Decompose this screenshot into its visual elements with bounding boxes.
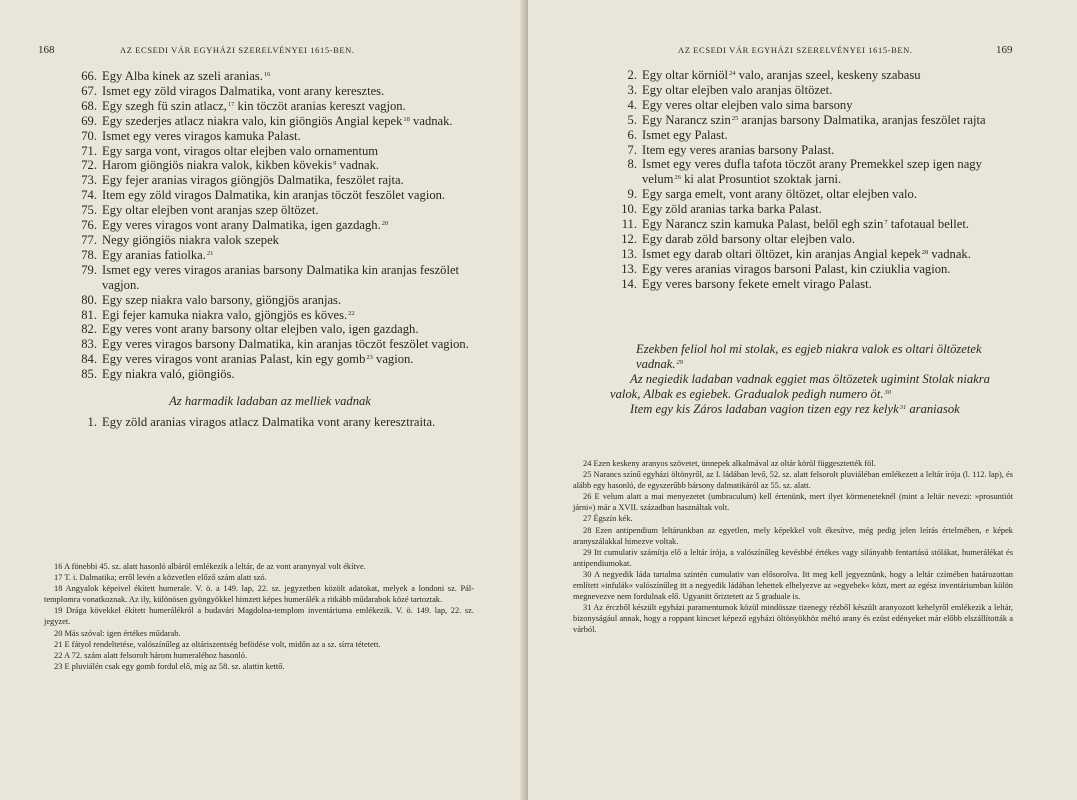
item-number: 72. <box>81 158 97 173</box>
note-30: Az negiedik ladaban vadnak eggiet mas öltözetek ugimint Stolak niakra valok, Albak es egiebek. Gradualok pedigh numero öt.$^{30}$ <box>610 371 990 401</box>
item-number: 2. <box>627 68 637 82</box>
list-item <box>70 69 470 84</box>
list-item <box>70 322 470 337</box>
item-text: Egy zöld aranias tarka barka Palast. <box>642 202 822 217</box>
page-number-right: 169 <box>996 44 1013 56</box>
list-item <box>610 68 1014 83</box>
footnote: 19 Drága kövekkel ékített humerálékról a budavári Magdolna-templom inventáriuma emlékezik. V. ö. 149. lap, 22. sz. jegyzet. <box>44 606 474 627</box>
item-text: Egy darab zöld barsony oltar elejben valo. <box>642 231 855 246</box>
item-number: 78. <box>81 247 97 262</box>
list-item <box>610 202 1014 217</box>
item-text: Item egy zöld viragos Dalmatika, kin aranjas töczöt feszölet vagion. <box>102 188 446 203</box>
footnote: 16 A fönebbi 45. sz. alatt hasonló albáról emlékezik a leltár, de az vont aranynyal volt ékítve. <box>54 562 366 571</box>
footnote: 30 A negyedik láda tartalma szintén cumulativ van elősorolva. Itt meg kell jegyeznünk, hogy a leltár czímében határozottan említett »infulák« valószínűleg itt a negyedik ládában lehettek elhelyezve az »egyebek« közt, mert az egész inventáriumban külön megnevezve nem fordulnak elő. Ugyanitt őriztetett az 5 graduale is. <box>573 569 1013 602</box>
item-text: Egy veres viragos barsony Dalmatika, kin aranjas töczöt feszölet vagion. <box>102 337 469 352</box>
item-number: 81. <box>81 307 97 322</box>
section-heading: Az harmadik ladaban az melliek vadnak <box>169 394 371 409</box>
item-number: 8. <box>627 157 637 172</box>
list-item <box>610 217 1014 232</box>
list-item <box>70 158 470 173</box>
item-number: 84. <box>81 352 97 367</box>
footnote: 18 Angyalok képeivel ékített humerale. V. ö. a 149. lap, 22. sz. jegyzetben közölt adatokat, melyek a londoni sz. Pál-templomra vonatkoznak. Az ily, különösen gyöngyökkel himzett képes humerálék a ritkább műdarabok közé tartoztak. <box>44 584 474 605</box>
item-text: Ismet egy zöld viragos Dalmatika, vont arany keresztes. <box>102 83 385 98</box>
item-text: Harom giöngiös niakra valok, kikben kövekis <box>102 158 333 173</box>
left-page <box>0 0 528 800</box>
footnote-ref: 23 <box>366 354 373 362</box>
item-number: 66. <box>81 69 97 83</box>
item-number: 75. <box>81 203 97 218</box>
footnote-ref: 20 <box>381 220 389 228</box>
item-text: Egy oltar körniöl <box>642 68 729 82</box>
item-text-tail: vadnak. <box>336 158 380 173</box>
item-number: 80. <box>81 292 97 307</box>
running-header-left: AZ ECSEDI VÁR EGYHÁZI SZERELVÉNYEI 1615-BEN. <box>120 45 355 55</box>
item-number: 69. <box>81 113 97 128</box>
list-item <box>70 248 470 263</box>
footnote: 29 Itt cumulativ számítja elő a leltár írója, a valószínűleg kevésbbé értékes vagy silányabb fentartású stólákat, humerálékat és antipendiumokat. <box>573 547 1013 568</box>
item-number: 12. <box>621 231 637 246</box>
footnote: 17 T. i. Dalmatika; erről levén a közvetlen előző szám alatt szó. <box>54 573 267 583</box>
footnote-ref: 9 <box>333 160 337 168</box>
item-number: 83. <box>81 337 97 352</box>
item-text: Egy szegh fü szin atlacz, <box>102 98 227 113</box>
list-item <box>70 367 470 382</box>
footnote: 25 Narancs színű egyházi öltönyről, az I. ládában levő, 52. sz. alatt felsorolt pluviáléban emlékezett a leltár írója (l. 112. lap), és alább egy hasonló, de egyszerűbb bársony dalmatikáról az 55. sz. alatt. <box>573 470 1013 491</box>
item-text: Egy Alba kinek az szeli aranias. <box>102 69 263 83</box>
item-text: Egy veres viragos vont aranias Palast, kin egy gomb <box>102 352 366 367</box>
item-text: Egy oltar elejben vont aranjas szep öltözet. <box>102 203 319 218</box>
footnote: 21 E fátyol rendeltetése, valószínűleg az oltáriszentség befödése volt, midőn az a sz. sírra tétetett. <box>54 639 381 649</box>
item-text: Egy Narancz szin kamuka Palast, belől egh szin <box>642 217 884 232</box>
item-number: 11. <box>621 217 637 232</box>
item-text: Ismet egy Palast. <box>642 127 728 142</box>
item-text: Item egy veres aranias barsony Palast. <box>642 142 835 157</box>
item-number: 71. <box>81 143 97 158</box>
item-text-tail: valo, aranjas szeel, keskeny szabasu <box>735 68 921 82</box>
item-text: Egy veres viragos vont arany Dalmatika, igen gazdagh. <box>102 218 381 233</box>
item-number: 4. <box>627 97 637 112</box>
footnote-ref: 17 <box>227 100 235 108</box>
note-31: Item egy kis Záros ladaban vagion tizen egy rez kelyk$^{31}$ araniasok <box>630 401 960 416</box>
footnote: 22 A 72. szám alatt felsorolt három humeraléhoz hasonló. <box>54 650 248 660</box>
list-item <box>70 233 470 248</box>
list-item <box>70 218 470 233</box>
item-text: Egy zöld aranias viragos atlacz Dalmatika vont arany keresztraita. <box>102 414 436 429</box>
item-number: 13. <box>621 246 637 261</box>
left-item-list <box>70 69 470 430</box>
list-item <box>70 129 470 144</box>
right-notes <box>610 342 1014 417</box>
item-text: Ismet egy darab oltari öltözet, kin aranjas Angial kepek <box>642 246 921 261</box>
footnote-ref: 16 <box>263 71 271 78</box>
item-number: 13. <box>621 261 637 276</box>
list-item <box>70 337 470 352</box>
footnote-ref: 21 <box>206 249 214 257</box>
list-item <box>70 415 470 430</box>
footnote: 31 Az érczből készült egyházi paramentumok közül mindössze tizenegy rézből készült aranyozott kehelyről emlékezik a leltár, bizonyságául annak, hogy a roppant kincset képező egyházi öltönyökhöz méltó arany és ezüst edényeket már előbb elszállították a várból. <box>573 603 1013 635</box>
item-number: 74. <box>81 188 97 203</box>
item-number: 82. <box>81 322 97 337</box>
item-text-tail: vadnak. <box>928 246 971 261</box>
item-text-tail: vagion. <box>372 352 414 367</box>
item-text: Ismet egy veres viragos kamuka Palast. <box>102 128 301 143</box>
footnote: 20 Más szóval: igen értékes műdarab. <box>54 628 181 638</box>
right-footnotes <box>573 458 1013 636</box>
item-number: 3. <box>627 82 637 97</box>
item-text-tail: aranjas barsony Dalmatika, aranjas feszölet rajta <box>738 112 986 127</box>
item-text-tail: vadnak. <box>409 113 453 128</box>
footnote: 23 E pluviálén csak egy gomb fordul elő, míg az 58. sz. alattin kettő. <box>54 661 285 671</box>
list-item <box>70 293 470 308</box>
list-item <box>610 187 1014 202</box>
item-number: 10. <box>621 202 637 217</box>
item-text: Egy oltar elejben valo aranjas öltözet. <box>642 82 833 97</box>
footnote-ref: 26 <box>674 174 681 182</box>
item-text: Egy veres oltar elejben valo sima barsony <box>642 97 853 112</box>
item-number: 14. <box>621 276 637 291</box>
list-item <box>610 128 1014 143</box>
item-number: 68. <box>81 98 97 113</box>
item-text: Egy sarga emelt, vont arany öltözet, oltar elejben valo. <box>642 187 917 202</box>
page-number-left: 168 <box>38 44 55 56</box>
footnote-ref: 25 <box>731 114 739 122</box>
item-text: Egy veres aranias viragos barsoni Palast, kin cziuklia vagion. <box>642 261 951 276</box>
item-number: 67. <box>81 83 97 98</box>
list-item <box>70 173 470 188</box>
footnote: 28 Ezen antipendium leltárunkban az egyetlen, mely képekkel volt ékesítve, még pedig jelen leírás értelmében, e képek aranyszálakkal himezve voltak. <box>573 525 1013 546</box>
item-text: Egy aranias fatiolka. <box>102 247 206 262</box>
item-text-tail: kin töczöt aranias kereszt vagjon. <box>234 98 406 113</box>
item-number: 76. <box>81 218 97 233</box>
list-item <box>610 262 1014 277</box>
list-item <box>610 232 1014 247</box>
note-29: Ezekben feliol hol mi stolak, es egjeb niakra valok es oltari öltözetek vadnak.$^{29}$ <box>636 342 982 371</box>
item-text: Ismet egy veres viragos aranias barsony Dalmatika kin aranjas feszölet vagjon. <box>102 262 460 292</box>
right-page <box>528 0 1077 800</box>
list-item <box>610 247 1014 262</box>
list-item <box>70 144 470 159</box>
running-header-right: AZ ECSEDI VÁR EGYHÁZI SZERELVÉNYEI 1615-BEN. <box>678 45 913 55</box>
item-number: 5. <box>627 112 637 127</box>
list-item <box>70 308 470 323</box>
item-text: Ismet egy veres dufla tafota töczöt arany Premekkel szep igen nagy velum <box>642 157 982 187</box>
item-number: 6. <box>627 127 637 142</box>
footnote: 26 E velum alatt a mai menyezetet (umbraculum) kell értenünk, mert ilyet körmeneteknél (mint a leltár nevezi: »prosuntiót járni«) már a XVII. században használtak volt. <box>573 492 1013 513</box>
item-text: Egy niakra való, giöngiös. <box>102 367 235 382</box>
right-item-list <box>610 68 1014 292</box>
item-number: 73. <box>81 173 97 188</box>
list-item <box>610 277 1014 292</box>
footnote-ref: 22 <box>348 309 355 317</box>
list-item <box>610 113 1014 128</box>
item-number: 9. <box>627 187 637 202</box>
footnote-ref: 18 <box>403 115 410 123</box>
item-number: 7. <box>627 142 637 157</box>
list-item <box>610 143 1014 158</box>
footnote: 27 Égszín kék. <box>583 514 633 524</box>
item-text: Egy szep niakra valo barsony, giöngjös aranjas. <box>102 292 342 307</box>
item-text: Egy veres barsony fekete emelt virago Palast. <box>642 276 872 291</box>
item-text: Egy Narancz szin <box>642 112 731 127</box>
item-text: Negy giöngiös niakra valok szepek <box>102 232 279 247</box>
item-text: Egy sarga vont, viragos oltar elejben valo ornamentum <box>102 143 379 158</box>
list-item <box>70 114 470 129</box>
list-item <box>610 83 1014 98</box>
item-text: Egi fejer kamuka niakra valo, gjöngjös es köves. <box>102 307 348 322</box>
list-item <box>70 84 470 99</box>
list-item <box>70 263 470 293</box>
footnote-ref: 28 <box>921 248 929 256</box>
item-text-tail: tafotaual bellet. <box>887 217 970 232</box>
footnote: 24 Ezen keskeny aranyos szövetet, ünnepek alkalmával az oltár körül függesztették föl. <box>583 459 876 468</box>
item-number: 85. <box>81 367 97 382</box>
item-number: 79. <box>81 262 97 277</box>
item-text: Egy fejer aranias viragos giöngjös Dalmatika, feszölet rajta. <box>102 173 404 188</box>
item-number: 77. <box>81 232 97 247</box>
list-item <box>610 98 1014 113</box>
item-number: 70. <box>81 128 97 143</box>
item-text-tail: ki alat Prosuntiot szoktak jarni. <box>680 172 842 187</box>
item-text: Egy veres vont arany barsony oltar elejben valo, igen gazdagh. <box>102 322 419 337</box>
item-text: Egy szederjes atlacz niakra valo, kin giöngiös Angial kepek <box>102 113 403 128</box>
left-footnotes <box>44 561 474 672</box>
item-number: 1. <box>87 414 97 429</box>
footnote-ref: 7 <box>884 219 888 227</box>
footnote-ref: 24 <box>729 70 736 77</box>
list-item <box>70 203 470 218</box>
list-item <box>70 188 470 203</box>
list-item <box>70 99 470 114</box>
list-item <box>70 352 470 367</box>
list-item <box>610 157 1014 187</box>
